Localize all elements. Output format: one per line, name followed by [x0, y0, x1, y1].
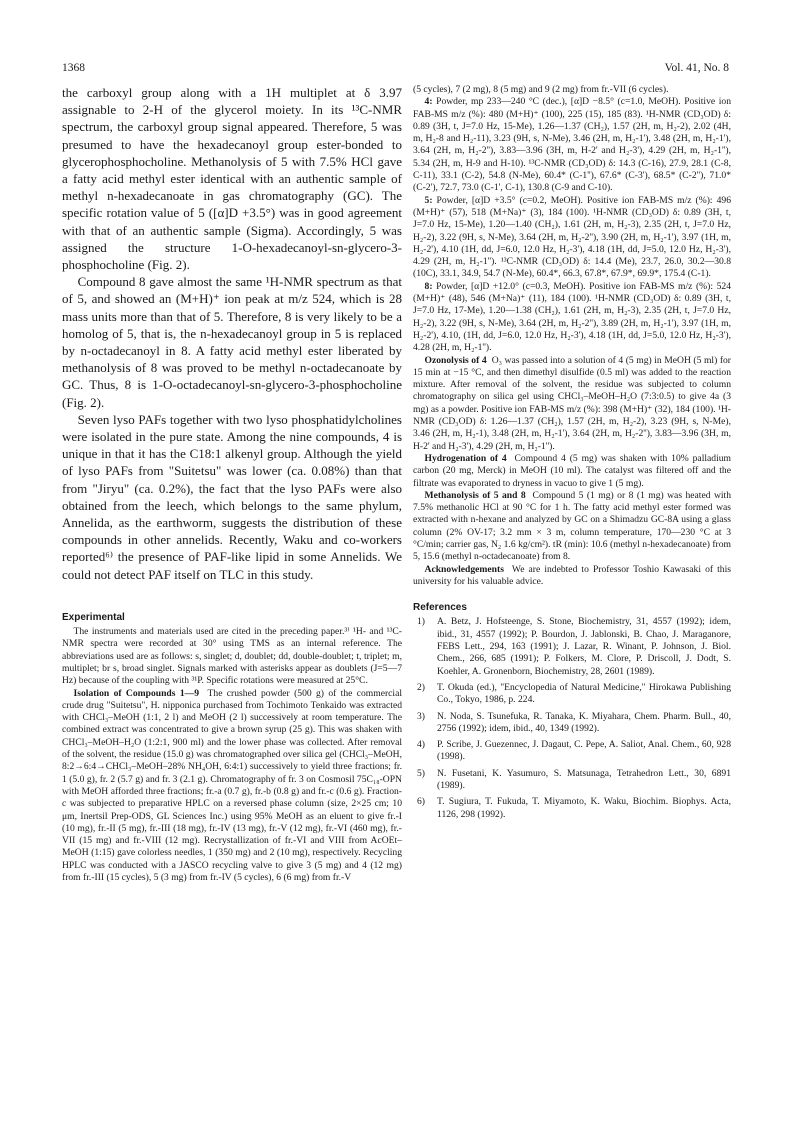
paragraph-discussion: Seven lyso PAFs together with two lyso phosphatidylcholines were isolated in the pure state. Among the nine compounds, 4 is unique in that it has the C18:1 alkenyl group. Although the yield of lyso PAFs from "Suitetsu" was lower (ca. 0.08%) than that from "Jiryu" (ca. 0.2%), the fact that the lyso PAFs were also obtained from the leech, which belongs to the same phylum, Annelida, as the earthworm, suggests the distribution of these compounds in other annelids. Recently, Waku and co-workers reported⁶⁾ the presence of PAF-like lipid in some Annelids. We could not detect PAF itself on TLC in this study.	[62, 411, 402, 582]
compound-5-text: Powder, [α]D +3.5° (c=0.2, MeOH). Positive ion FAB-MS m/z (%): 496 (M+H)⁺ (57), 518 (M+Na)⁺ (3), 184 (100). ¹H-NMR (CD₃OD) δ: 0.89 (3H, t, J=7.0 Hz, 15-Me), 1.20—1.40 (CH₂), 1.61 (2H, m, H₂-3), 2.35 (2H, t, J=7.0 Hz, H₂-2), 3.22 (9H, s, N-Me), 3.64 (2H, m, H₂-2''), 3.90 (2H, m, H₂-1'), 3.97 (1H, m, H₂-2'), 4.10 (1H, dd, J=6.0, 12.0 Hz, H₂-3'), 4.18 (1H, dd, J=5.0, 12.0 Hz, H₂-3'), 4.29 (2H, m, H₂-1''). ¹³C-NMR (CD₃OD) δ: 14.4 (Me), 23.7, 26.0, 30.2—30.8 (10C), 33.1, 34.9, 54.7 (N-Me), 60.4*, 66.3, 67.8*, 67.9*, 69.9*, 175.4 (C-1).	[413, 194, 731, 280]
reference-number: 3)	[417, 710, 425, 722]
compound-4-label: 4:	[424, 96, 433, 108]
isolation-heading: Isolation of Compounds 1—9	[73, 687, 200, 699]
paragraph-continued: the carboxyl group along with a 1H multiplet at δ 3.97 assignable to 2-H of the glycerol moiety. In its ¹³C-NMR spectrum, the carboxyl group signal appeared. Therefore, 5 was presumed to have the hexadecanoyl group ester-bonded to glycerophosphocholine. Methanolysis of 5 with 7.5% HCl gave a fatty acid methyl ester identical with an authentic sample of methyl n-hexadecanoate in gas chromatography (GC). The specific rotation value of 5 ([α]D +3.5°) was in good agreement with that of an authentic sample (Sigma). Accordingly, 5 was assigned the structure 1-O-hexadecanoyl-sn-glycero-3-phosphocholine (Fig. 2).	[62, 85, 402, 273]
isolation-paragraph	[62, 688, 402, 885]
hydrogenation-paragraph	[413, 453, 731, 490]
compound-4-text: Powder, mp 233—240 °C (dec.), [α]D −8.5° (c=1.0, MeOH). Positive ion FAB-MS m/z (%): 480 (M+H)⁺ (100), 225 (15), 185 (83). ¹H-NMR (CD₃OD) δ: 0.89 (3H, t, J=7.0 Hz, 15-Me), 1.26—1.37 (CH₂), 1.57 (2H, m, H₂-2), 2.02 (4H, m, H₂-8 and H₂-11), 3.23 (9H, s, N-Me), 3.46 (2H, m, H₂-1'), 3.48 (2H, m, H₂-1'), 3.64 (2H, m, H₂-2''), 3.83—3.96 (3H, m, H-2' and H₂-3'), 4.29 (2H, m, H₂-1''), 5.34 (2H, m, H-9 and H-10). ¹³C-NMR (CD₃OD) δ: 14.3 (C-16), 27.9, 28.1 (C-8, C-11), 33.1 (C-2), 54.8 (N-Me), 60.4* (C-1''), 67.6* (C-3'), 68.5* (C-2''), 71.0* (C-2'), 72.7, 73.0 (C-1', C-1), 130.8 (C-9 and C-10).	[413, 96, 731, 194]
compound-8-label: 8:	[424, 280, 433, 292]
reference-number: 6)	[417, 796, 425, 808]
references-heading: References	[413, 602, 467, 614]
page-number: 1368	[62, 62, 85, 74]
experimental-heading: Experimental	[62, 611, 125, 623]
reference-text: N. Noda, S. Tsunefuka, R. Tanaka, K. Miyahara, Chem. Pharm. Bull., 40, 2756 (1992); idem, ibid., 40, 1349 (1992).	[437, 710, 731, 734]
reference-text: T. Sugiura, T. Fukuda, T. Miyamoto, K. Waku, Biochim. Biophys. Acta, 1126, 298 (1992).	[437, 796, 731, 820]
reference-number: 2)	[417, 681, 425, 693]
paragraph-compound-8: Compound 8 gave almost the same ¹H-NMR spectrum as that of 5, and showed an (M+H)⁺ ion peak at m/z 524, which is 28 mass units more than that of 5. Therefore, 8 is very likely to be a homolog of 5, that is, the n-hexadecanoyl group in 5 is replaced by n-octadecanoyl in 8. A fatty acid methyl ester liberated by methanolysis of 8 was proved to be methyl n-octadecanoate by GC. Thus, 8 is 1-O-octadecanoyl-sn-glycero-3-phosphocholine (Fig. 2).	[62, 274, 402, 410]
methanolysis-text: Compound 5 (1 mg) or 8 (1 mg) was heated with 7.5% methanolic HCl at 90 °C for 1 h. The fatty acid methyl ester formed was extracted with n-hexane and analyzed by GC on a Shimadzu GC-8A using a glass column (2% OV-17; 3.2 mm × 3 m, column temperature, 170—230 °C at 3 °C/min; carrier gas, N₂ 1.6 kg/cm²). tR (min): 10.6 (methyl n-hexadecanoate) from 5, 15.6 (methyl n-octadecanoate) from 8.	[413, 489, 732, 563]
compound-5-data	[413, 195, 731, 281]
methanolysis-paragraph	[413, 490, 731, 564]
compound-5-label: 5:	[424, 194, 433, 206]
ozonolysis-paragraph	[413, 355, 731, 453]
experimental-intro: The instruments and materials used are cited in the preceding paper.³⁾ ¹H- and ¹³C-NMR spectra were recorded at 30° using TMS as an internal reference. The abbreviations used are as follows: s, singlet; d, doublet; dd, double-doublet; t, triplet; m, multiplet; br s, broad singlet. Signals marked with asterisks appear as doublets (J=5—7 Hz) because of the coupling with ³¹P. Specific rotations were measured at 25°C.	[62, 626, 402, 687]
reference-item	[413, 616, 731, 677]
hydrogenation-heading: Hydrogenation of 4	[424, 452, 507, 464]
ozonolysis-text: O₃ was passed into a solution of 4 (5 mg) in MeOH (5 ml) for 15 min at −15 °C, and then dimethyl disulfide (0.5 ml) was added to the reaction mixture. After removal of the solvent, the residue was subjected to column chromatography on silica gel using CHCl₃–MeOH–H₂O (7:3:0.5) to give 4a (3 mg) as a powder. Positive ion FAB-MS m/z (%): 398 (M+H)⁺ (32), 184 (100). ¹H-NMR (CD₃OD) δ: 1.26—1.37 (CH₂), 1.57 (2H, m, H₂-2), 3.23 (9H, s, N-Me), 3.46 (2H, m, H₂-1), 3.48 (2H, m, H₂-1'), 3.64 (2H, m, H₂-2''), 3.83—3.96 (3H, m, H-2' and H₂-3'), 4.29 (2H, m, H₂-1'').	[413, 354, 732, 452]
reference-number: 4)	[417, 739, 425, 751]
reference-text: N. Fusetani, K. Yasumuro, S. Matsunaga, Tetrahedron Lett., 30, 6891 (1989).	[437, 767, 731, 792]
hydrogenation-text: Compound 4 (5 mg) was shaken with 10% palladium carbon (20 mg, Merck) in MeOH (10 ml). The catalyst was filtered off and the filtrate was evaporated to dryness in vacuo to give 1 (5 mg).	[413, 452, 732, 489]
ozonolysis-heading: Ozonolysis of 4	[424, 354, 487, 366]
reference-item	[413, 739, 731, 764]
methanolysis-heading: Methanolysis of 5 and 8	[424, 489, 526, 501]
reference-item	[413, 711, 731, 736]
compound-8-data	[413, 281, 731, 355]
acknowledgements	[413, 564, 731, 589]
isolation-text: The crushed powder (500 g) of the commercial crude drug "Suitetsu", H. nipponica purchased from Tochimoto Tenkaido was extracted with CHCl₃–MeOH (1:1, 2 l) and MeOH (2 l) successively at room temperature. The combined extract was concentrated to give a brown syrup (25 g). This was shaken with CHCl₃–MeOH–H₂O (1:2:1, 900 ml) and the lower phase was collected. After removal of the solvent, the residue (15.0 g) was chromatographed over silica gel (CHCl₃–MeOH, 8:2→6:4→CHCl₃–MeOH–28% NH₄OH, 6:4:1) successively to yield three fractions; fr. 1 (5.0 g), fr. 2 (5.7 g) and fr. 3 (2.1 g). Chromatography of fr. 3 on Cosmosil 75C₁₈-OPN with MeOH afforded three fractions; fr.-a (0.7 g), fr.-b (0.8 g) and fr.-c (0.6 g). Fraction-c was subjected to preparative HPLC on a reversed phase column (size, 2×25 cm; 10 μm, Inertsil Prep-ODS, GL Sciences Inc.) using 95% MeOH as an eluent to give fr.-I (10 mg), fr.-II (5 mg), fr.-III (18 mg), fr.-IV (13 mg), fr.-V (12 mg), fr.-VI (460 mg), fr.-VII (15 mg) and fr.-VIII (12 mg). Recrystallization of fr.-VI and VIII from AcOEt–MeOH (1:15) gave colorless needles, 1 (350 mg) and 2 (10 mg), respectively. Recycling HPLC was conducted with a JASCO recycling valve to give 3 (5 mg) and 4 (12 mg) from fr.-III (15 cycles), 5 (3 mg) from fr.-IV (5 cycles), 6 (6 mg) from fr.-V	[62, 687, 403, 884]
reference-text: A. Betz, J. Hofsteenge, S. Stone, Biochemistry, 31, 4557 (1992); idem, ibid., 31, 4557 (1992); P. Bourdon, J. Jablonski, B. Chao, J. Maraganore, FEBS Lett., 294, 163 (1991); J. Lazar, R. Winant, P. Johnson, J. Biol. Chem., 266, 685 (1991); P. Folkers, M. Clore, P. Driscoll, J. Dodt, S. Koehler, A. Gronenborn, Biochemistry, 28, 2601 (1989).	[437, 616, 731, 677]
compound-8-text: Powder, [α]D +12.0° (c=0.3, MeOH). Positive ion FAB-MS m/z (%): 524 (M+H)⁺ (48), 546 (M+Na)⁺ (11), 184 (100). ¹H-NMR (CD₃OD) δ: 0.89 (3H, t, J=7.0 Hz, 17-Me), 1.20—1.38 (CH₂), 1.61 (2H, m, H₂-3), 2.35 (2H, t, J=7.0 Hz, H₂-2), 3.22 (9H, s, N-Me), 3.64 (2H, m, H₂-2''), 3.89 (2H, m, H₂-1'), 3.97 (1H, m, H₂-2'), 4.10, (1H, dd, J=6.0, 12.0 Hz, H₂-3'), 4.18 (1H, dd, J=5.0, 12.0 Hz, H₂-3'), 4.28 (2H, m, H₂-1'').	[413, 280, 731, 354]
reference-item	[413, 796, 731, 821]
cycles-continued: (5 cycles), 7 (2 mg), 8 (5 mg) and 9 (2 mg) from fr.-VII (6 cycles).	[413, 84, 669, 95]
left-column	[62, 84, 402, 884]
right-column	[413, 84, 731, 825]
reference-text: T. Okuda (ed.), "Encyclopedia of Natural Medicine," Hirokawa Publishing Co., Tokyo, 1986, p. 224.	[437, 681, 731, 706]
compound-4-data	[413, 96, 731, 194]
acknowledgements-heading: Acknowledgements	[424, 563, 504, 575]
journal-volume: Vol. 41, No. 8	[664, 62, 729, 74]
reference-text: P. Scribe, J. Guezennec, J. Dagaut, C. Pepe, A. Saliot, Anal. Chem., 60, 928 (1998).	[437, 739, 731, 763]
acknowledgements-text: We are indebted to Professor Toshio Kawasaki of this university for his valuable advice.	[413, 563, 731, 587]
reference-item	[413, 682, 731, 707]
reference-number: 1)	[417, 616, 425, 628]
reference-number: 5)	[417, 767, 425, 779]
reference-list	[413, 616, 731, 820]
reference-item	[413, 768, 731, 793]
